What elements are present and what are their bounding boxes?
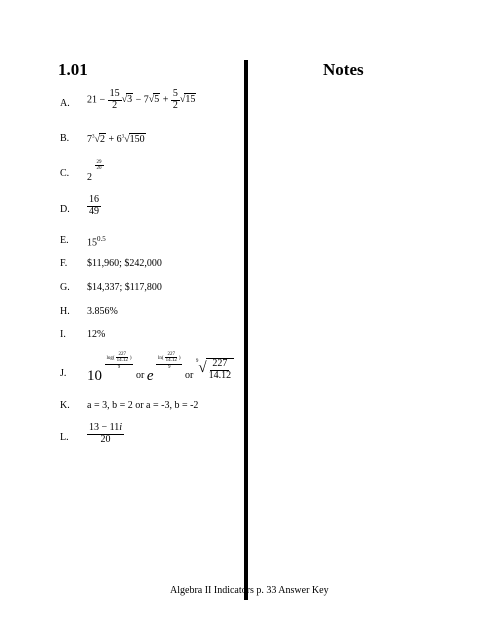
item-g-label: G.	[60, 282, 70, 293]
item-a-plus: +	[162, 94, 169, 106]
item-g-answer: $14,337; $117,800	[87, 282, 162, 293]
radical-sign: √	[124, 134, 130, 145]
item-k-label: K.	[60, 400, 70, 411]
item-a-fraction2: $\frac{5}{2}$	[172, 88, 178, 111]
radical-sign: √	[148, 94, 155, 106]
item-b-radicand2: 150	[129, 134, 145, 145]
item-e-answer: $15^{0.5}$	[87, 235, 106, 249]
item-e-exponent: 0.5	[97, 235, 106, 243]
item-h-answer: 3.856%	[87, 306, 118, 317]
item-c-label: C.	[60, 168, 70, 179]
item-d-label: D.	[60, 204, 70, 215]
item-h-label: H.	[60, 306, 70, 317]
radical-sign: √	[179, 94, 186, 106]
item-f-label: F.	[60, 258, 68, 269]
item-f-answer: $11,960; $242,000	[87, 258, 162, 269]
item-c-base: 2	[87, 172, 92, 183]
notes-heading: Notes	[323, 60, 364, 79]
item-l-fraction: $\frac{13 - 11i}{20}$	[89, 422, 123, 445]
item-j-base1: 10	[87, 368, 102, 385]
item-i-label: I.	[60, 329, 66, 340]
column-divider	[244, 60, 248, 600]
root-index: 9	[195, 358, 199, 364]
radical-sign: √	[94, 134, 100, 145]
item-j-answer	[87, 352, 234, 385]
item-l-answer	[87, 423, 124, 445]
item-a-radicand1: 3	[127, 94, 133, 106]
root-index: 3	[121, 134, 125, 140]
root-index: 3	[92, 134, 95, 140]
item-b-label: B.	[60, 133, 70, 144]
item-j-or2: or	[184, 370, 194, 382]
item-c-exponent: $\frac{29}{20}$	[96, 160, 102, 172]
item-j-exponent1: log( $\frac{227}{14.12}$ ) 9	[106, 352, 132, 370]
item-b-radicand1: 2	[100, 134, 105, 145]
item-e-label: E.	[60, 235, 69, 246]
item-j-or1: or	[135, 370, 145, 382]
section-number: 1.01	[58, 60, 88, 79]
item-k-answer: a = 3, b = 2 or a = -3, b = -2	[87, 400, 199, 411]
item-j-exponent2: ln( $\frac{227}{14.12}$ ) 9	[158, 352, 181, 370]
item-l-label: L.	[60, 432, 69, 443]
item-b-answer: $7^3√2 + 6^3√150$	[87, 134, 145, 145]
item-a-label: A.	[60, 98, 70, 109]
item-j-radicand: $\frac{227}{14.12}$	[206, 358, 235, 381]
radical-sign: √	[198, 360, 207, 377]
item-j-label: J.	[60, 368, 67, 379]
item-a-term1: 21 −	[87, 94, 106, 106]
item-d-fraction: $\frac{16}{49}$	[89, 194, 99, 217]
radical-sign: √	[121, 94, 128, 106]
item-d-answer	[87, 195, 101, 217]
item-j-base2: e	[146, 368, 154, 385]
item-a-radicand3: 15	[185, 94, 196, 106]
item-a-term2: − 7	[135, 94, 149, 106]
page-footer: Algebra II Indicators p. 33 Answer Key	[170, 585, 329, 596]
item-c-answer	[87, 160, 104, 183]
item-a-answer	[87, 89, 196, 111]
item-a-radicand2: 5	[154, 94, 160, 106]
item-a-fraction1: $\frac{15}{2}$	[109, 88, 120, 111]
item-i-answer: 12%	[87, 329, 106, 340]
